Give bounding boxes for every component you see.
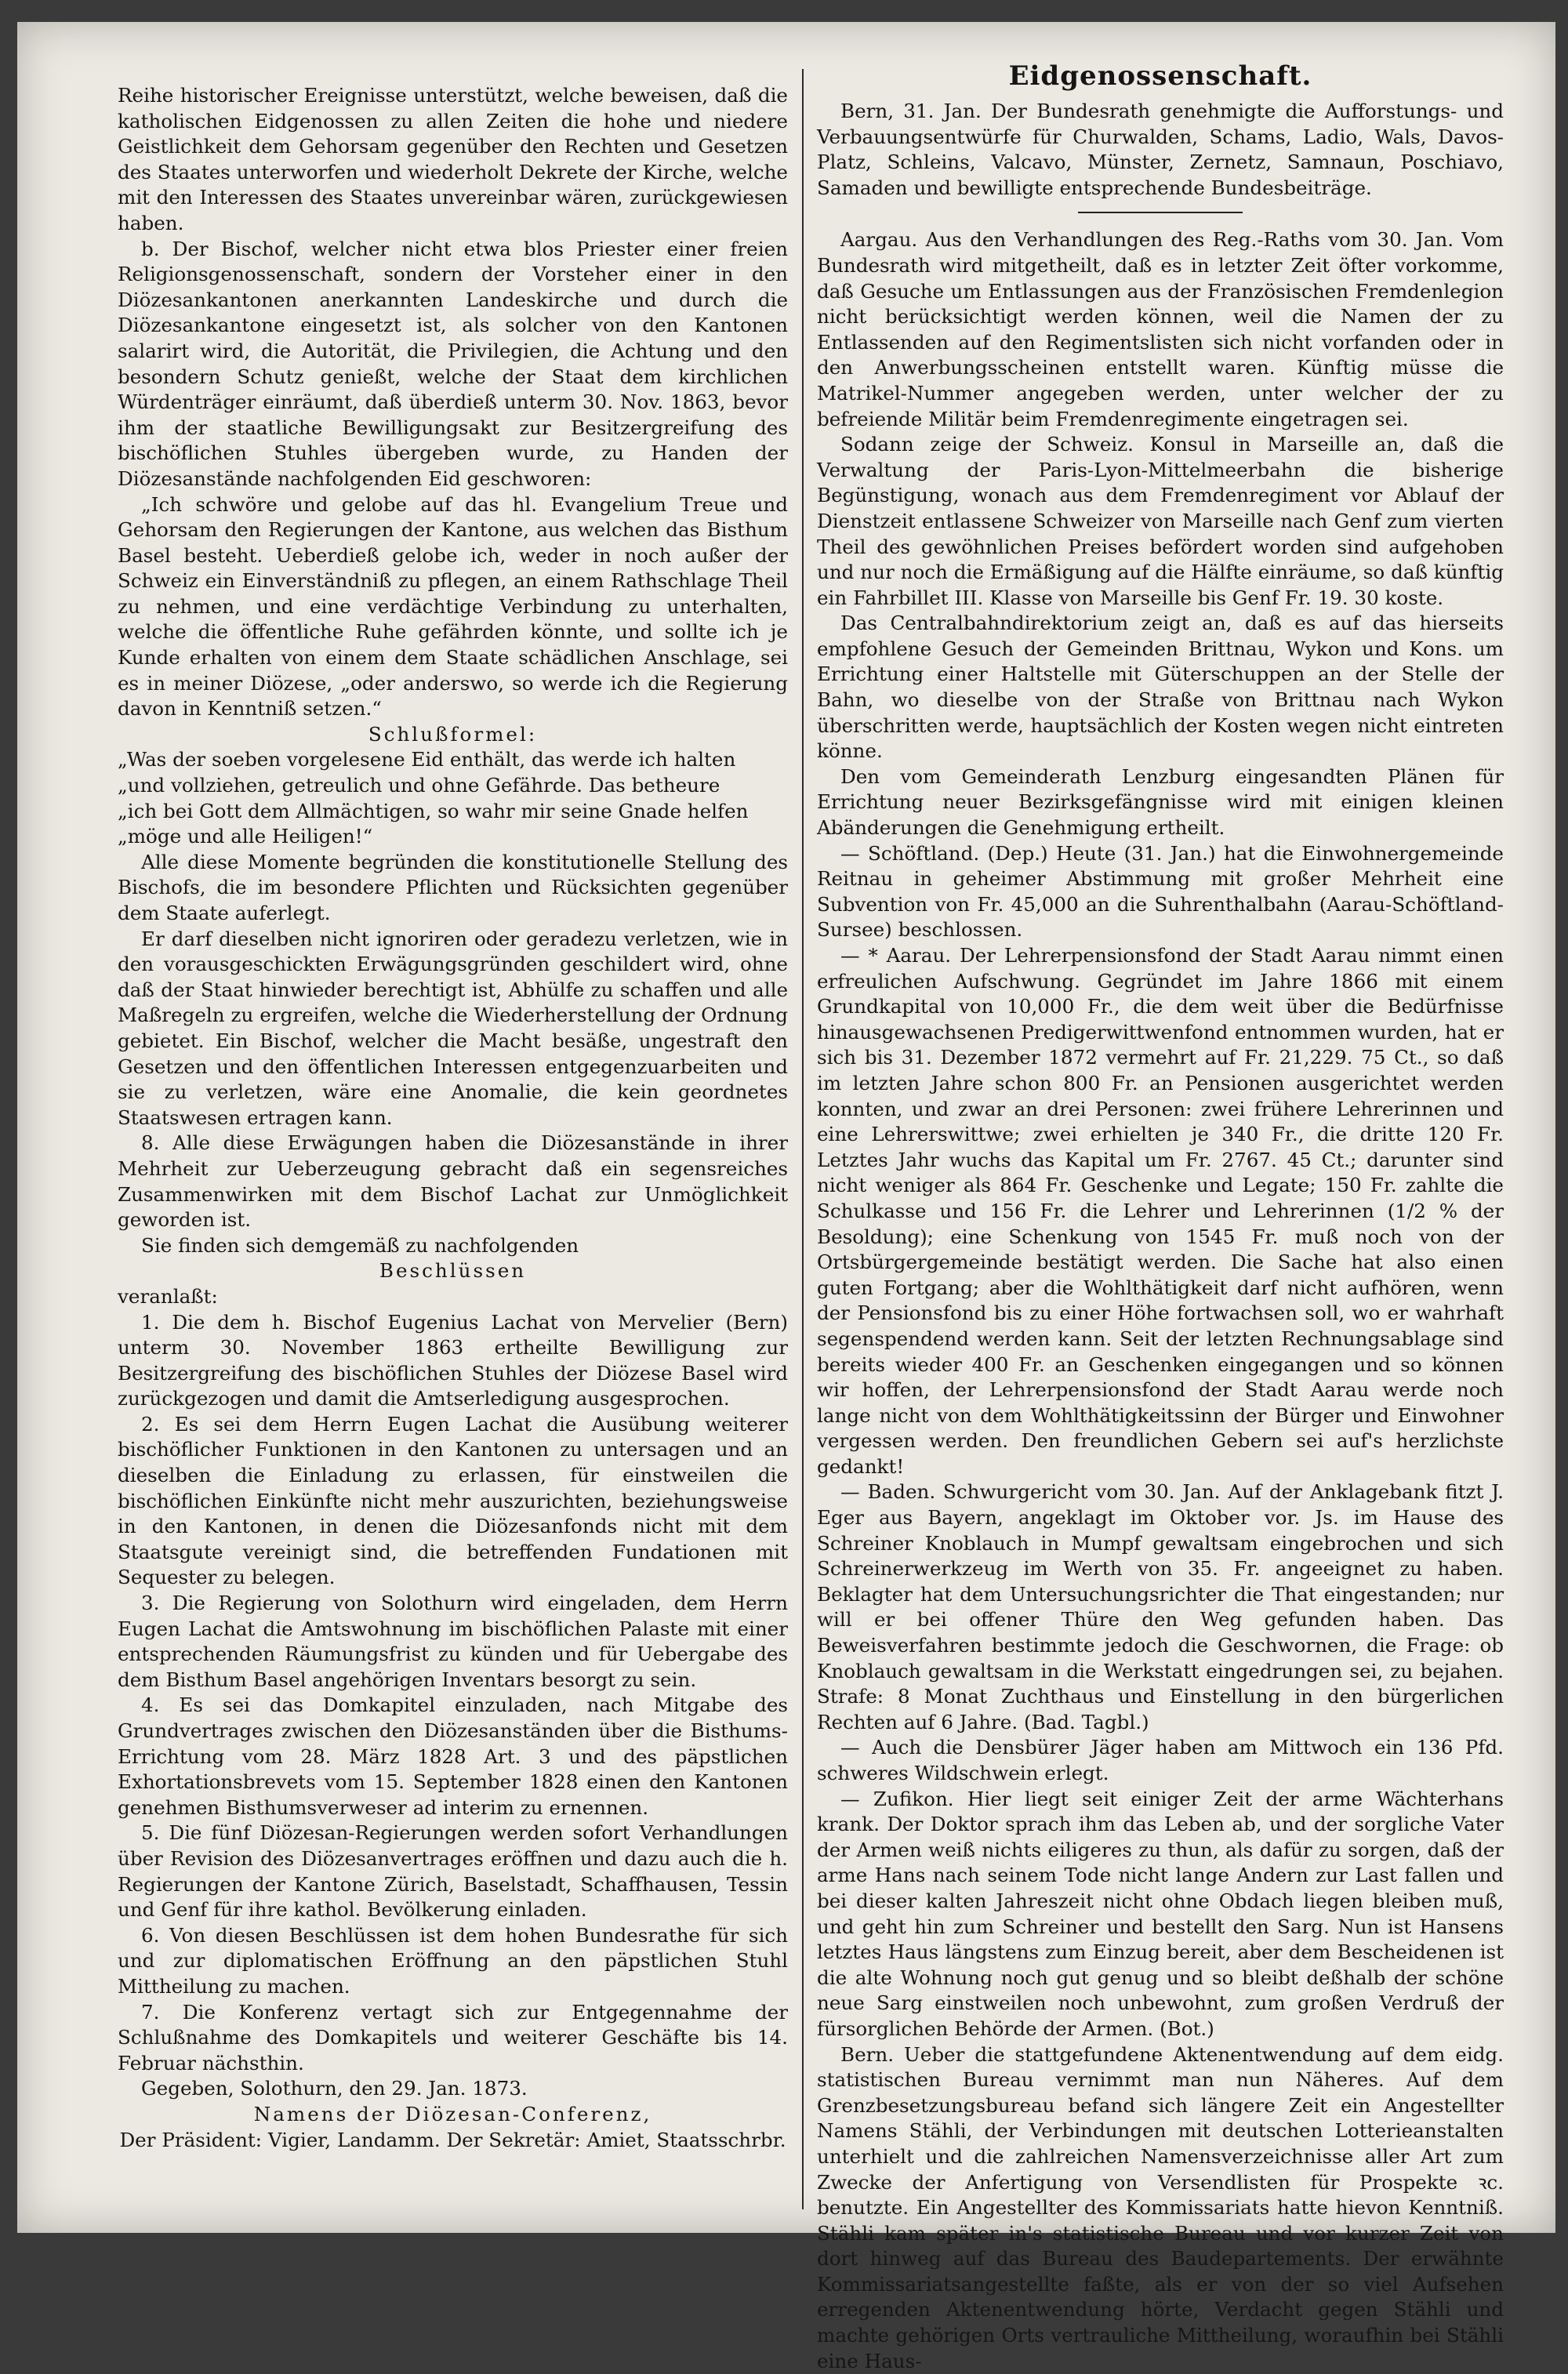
- column-divider: [802, 69, 804, 2209]
- paragraph: Er darf dieselben nicht ignoriren oder geradezu verletzen, wie in den vorausgeschickten Erwägungsgründen geschildert wird, ohne daß der Staat hinwieder berechtigt ist, Abhülfe zu schaffen und alle Maßregeln zu ergreifen, welche die Wiederherstellung der Ordnung gebietet. Ein Bischof, welcher die Macht besäße, ungestraft den Gesetzen und den öffentlichen Interessen entgegenzuarbeiten und sie zu verletzen, wäre eine Anomalie, die kein geordnetes Staatswesen ertragen kann.: [118, 927, 788, 1129]
- paragraph: Das Centralbahndirektorium zeigt an, daß es auf das hierseits empfohlene Gesuch der Gemeinden Brittnau, Wykon und Kons. um Errichtung einer Haltstelle mit Güterschuppen an der Stelle der Bahn, wo dieselbe von der Straße von Brittnau nach Wykon überschritten werde, hauptsächlich der Kosten wegen nicht eintreten könne.: [817, 612, 1504, 763]
- paragraph: Sie finden sich demgemäß zu nachfolgenden: [141, 1233, 579, 1257]
- signatures: Der Präsident: Vigier, Landamm. Der Sekretär: Amiet, Staatsschrbr.: [119, 2128, 786, 2151]
- resolution: 3. Die Regierung von Solothurn wird eingeladen, dem Herrn Eugen Lachat die Amtswohnung im bischöflichen Palaste mit einer entsprechenden Räumungsfrist zu künden und für Uebergabe des dem Bisthum Basel angehörigen Inventars besorgt zu sein.: [118, 1592, 788, 1691]
- schluss-heading: Schlußformel:: [368, 722, 538, 746]
- section-divider: [1078, 212, 1243, 213]
- paragraph: Bern. Ueber die stattgefundene Aktenentwendung auf dem eidg. statistischen Bureau vernimmt man nun Näheres. Auf dem Grenzbesetzungsbureau befand sich längere Zeit ein Angestellter Namens Stähli, der Verbindungen mit deutschen Lotterieanstalten unterhielt und die zahlreichen Namensverzeichnisse aller Art zum Zwecke der Anfertigung von Versendlisten für Prospekte ꝛc. benutzte. Ein Angestellter des Kommissariats hatte hievon Kenntniß. Stähli kam später in's statistische Bureau und vor kurzer Zeit von dort hinweg auf das Bureau des Baudepartements. Der erwähnte Kommissariatsangestellte faßte, als er von der so viel Aufsehen erregenden Aktenentwendung hörte, Verdacht gegen Stähli und machte gehörigen Orts vertrauliche Mittheilung, woraufhin bei Stähli eine Haus-: [817, 2042, 1504, 2372]
- paragraph: Sodann zeige der Schweiz. Konsul in Marseille an, daß die Verwaltung der Paris-Lyon-Mittelmeerbahn die bisherige Begünstigung, wonach aus dem Fremdenregiment vor Ablauf der Dienstzeit entlassene Schweizer von Marseille nach Genf zum vierten Theil des gewöhnlichen Preises befördert worden sind aufgehoben und nur noch die Ermäßigung auf die Hälfte einräume, so daß künftig ein Fahrbillet III. Klasse von Marseille bis Genf Fr. 19. 30 koste.: [817, 433, 1504, 609]
- resolution: 5. Die fünf Diözesan-Regierungen werden sofort Verhandlungen über Revision des Diözesanvertrages eröffnen und dazu auch die h. Regierungen der Kantone Zürich, Baselstadt, Schaffhausen, Tessin und Genf für ihre kathol. Bevölkerung einladen.: [118, 1821, 788, 1922]
- paragraph: Den vom Gemeinderath Lenzburg eingesandten Plänen für Errichtung neuer Bezirksgefängnisse wird mit einigen kleinen Abänderungen die Genehmigung ertheilt.: [817, 764, 1504, 840]
- oath-text: „Ich schwöre und gelobe auf das hl. Evangelium Treue und Gehorsam den Regierungen der Kantone, aus welchen das Bisthum Basel besteht. Ueberdieß gelobe ich, weder in noch außer der Schweiz ein Einverständniß zu pflegen, an einem Rathschlage Theil zu nehmen, und eine verdächtige Verbindung zu unterhalten, welche die öffentliche Ruhe gefährden könnte, und sollte ich je Kunde erhalten von einem dem Staate schädlichen Anschlage, sei es in meiner Diözese, „oder anderswo, so werde ich die Regierung davon in Kenntniß setzen.“: [118, 492, 788, 721]
- right-column: [817, 58, 1504, 2374]
- schluss-line: „Was der soeben vorgelesene Eid enthält, das werde ich halten: [118, 748, 736, 771]
- signatory-heading: Namens der Diözesan-Conferenz,: [253, 2102, 652, 2125]
- paragraph: Alle diese Momente begründen die konstitutionelle Stellung des Bischofs, die im besondere Pflichten und Rücksichten gegenüber dem Staate auferlegt.: [118, 850, 788, 924]
- dateline: Gegeben, Solothurn, den 29. Jan. 1873.: [141, 2077, 528, 2100]
- paragraph: — * Aarau. Der Lehrerpensionsfond der Stadt Aarau nimmt einen erfreulichen Aufschwung. Gegründet im Jahre 1866 mit einem Grundkapital von 10,000 Fr., die dem weit über die Bedürfnisse hinausgewachsenen Predigerwittwenfond entnommen wurden, hat er sich bis 31. Dezember 1872 vermehrt auf Fr. 21,229. 75 Ct., so daß im letzten Jahre schon 800 Fr. an Pensionen ausgerichtet werden konnten, und zwar an drei Personen: zwei frühere Lehrerinnen und eine Lehrerswittwe; zwei erhielten je 340 Fr., die dritte 120 Fr. Letztes Jahr wuchs das Kapital um Fr. 2767. 45 Ct.; darunter sind nicht weniger als 864 Fr. Geschenke und Legate; 150 Fr. zahlte die Schulkasse und 156 Fr. die Lehrer und Lehrerinnen (1/2 % der Besoldung); eine Schenkung von 1545 Fr. muß noch von der Ortsbürgergemeinde bestätigt werden. Die Sache hat also einen guten Fortgang; aber die Wohlthätigkeit darf nicht aufhören, wenn der Pensionsfond bis zu einer Höhe fortwachsen soll, wo er wahrhaft segenspendend werden kann. Seit der letzten Rechnungsablage sind bereits wieder 400 Fr. an Geschenken eingegangen und so können wir hoffen, der Lehrerpensionsfond der Stadt Aarau werde noch lange nicht von dem Wohlthätigkeitssinn der Bürger und Einwohner vergessen werden. Den freundlichen Gebern sei auf's herzlichste gedankt!: [817, 944, 1504, 1478]
- section-title: Eidgenossenschaft.: [1008, 60, 1312, 92]
- resolution: 2. Es sei dem Herrn Eugen Lachat die Ausübung weiterer bischöflicher Funktionen in den Kantonen zu untersagen und an dieselben die Einladung zu erlassen, für einstweilen die bischöflichen Einkünfte nicht mehr auszurichten, beziehungsweise in den Kantonen, in denen die Diözesanfonds nicht mit dem Staatsgute vereinigt sind, die betreffenden Fundationen mit Sequester zu belegen.: [118, 1412, 788, 1589]
- resolution: 1. Die dem h. Bischof Eugenius Lachat von Mervelier (Bern) unterm 30. November 1863 ertheilte Bewilligung zur Besitzergreifung des bischöflichen Stuhles der Diözese Basel wird zurückgezogen und damit die Amtserledigung ausgesprochen.: [118, 1310, 788, 1410]
- paragraph: Reihe historischer Ereignisse unterstützt, welche beweisen, daß die katholischen Eidgenossen zu allen Zeiten die hohe und niedere Geistlichkeit dem Gehorsam gegenüber den Rechten und Gesetzen des Staates unterworfen und wiederholt Dekrete der Kirche, welche mit den Interessen des Staates unvereinbar wären, zurückgewiesen haben.: [118, 84, 788, 234]
- paragraph: — Baden. Schwurgericht vom 30. Jan. Auf der Anklagebank fitzt J. Eger aus Bayern, angeklagt im Oktober vor. Js. im Hause des Schreiner Knoblauch in Mumpf gewaltsam eingebrochen und sich Schreinerwerkzeug im Werth von 35. Fr. angeeignet zu haben. Beklagter hat dem Untersuchungsrichter die That eingestanden; nur will er bei offener Thüre den Weg gefunden haben. Das Beweisverfahren bestimmte jedoch die Geschwornen, die Frage: ob Knoblauch gewaltsam in die Werkstatt eingedrungen sei, zu bejahen. Strafe: 8 Monat Zuchthaus und Einstellung in den bürgerlichen Rechten auf 6 Jahre. (Bad. Tagbl.): [817, 1480, 1504, 1733]
- lead-paragraph: Bern, 31. Jan. Der Bundesrath genehmigte die Aufforstungs- und Verbauungsentwürfe für Churwalden, Schams, Ladio, Wals, Davos-Platz, Schleins, Valcavo, Münster, Zernetz, Samnaun, Poschiavo, Samaden und bewilligte entsprechende Bundesbeiträge.: [817, 100, 1504, 199]
- paragraph: Aargau. Aus den Verhandlungen des Reg.-Raths vom 30. Jan. Vom Bundesrath wird mitgetheilt, daß es in letzter Zeit öfter vorkomme, daß Gesuche um Entlassungen aus der Französischen Fremdenlegion nicht berücksichtigt werden können, weil die Namen der zu Entlassenden auf den Regimentslisten sich nicht vorfanden oder in den Anwerbungsscheinen entstellt waren. Künftig müsse die Matrikel-Nummer angegeben werden, unter welcher der zu befreiende Militär beim Fremdenregimente eingetragen sei.: [817, 228, 1504, 430]
- schluss-line: „ich bei Gott dem Allmächtigen, so wahr mir seine Gnade helfen: [118, 799, 749, 822]
- veranlasst-label: veranlaßt:: [118, 1284, 218, 1308]
- paragraph: b. Der Bischof, welcher nicht etwa blos Priester einer freien Religionsgenossenschaft, sondern der Vorsteher einer in den Diözesankantonen anerkannten Landeskirche und durch die Diözesankantone eingesetzt ist, als solcher von den Kantonen salarirt wird, die Autorität, die Privilegien, die Achtung und den besondern Schutz genießt, welche der Staat dem kirchlichen Würdenträger einräumt, daß überdieß unterm 30. Nov. 1863, bevor ihm der staatliche Bewilligungsakt zur Besitzergreifung des bischöflichen Stuhles übergeben wurde, zu Handen der Diözesanstände nachfolgenden Eid geschworen:: [118, 237, 788, 490]
- paragraph: 8. Alle diese Erwägungen haben die Diözesanstände in ihrer Mehrheit zur Ueberzeugung gebracht daß ein segensreiches Zusammenwirken mit dem Bischof Lachat zur Unmöglichkeit geworden ist.: [118, 1131, 788, 1232]
- resolution: 6. Von diesen Beschlüssen ist dem hohen Bundesrathe für sich und zur diplomatischen Eröffnung an den päpstlichen Stuhl Mittheilung zu machen.: [118, 1923, 788, 1998]
- paragraph: — Zufikon. Hier liegt seit einiger Zeit der arme Wächterhans krank. Der Doktor sprach ihm das Leben ab, und der sorgliche Vater der Armen weiß nichts eiligeres zu thun, als dafür zu sorgen, daß der arme Hans nach seinem Tode nicht lange Andern zur Last fallen und bei dieser kalten Jahreszeit nicht ohne Obdach liegen bleiben muß, und geht hin zum Schreiner und bestellt den Sarg. Nun ist Hansens letztes Haus längstens zum Einzug bereit, aber dem Bescheidenen ist die alte Wohnung noch gut genug und so bleibt deßhalb der schöne neue Sarg einstweilen noch unbewohnt, zum großen Verdruß der fürsorglichen Behörde der Armen. (Bot.): [817, 1787, 1504, 2040]
- beschluss-heading: Beschlüssen: [379, 1259, 527, 1283]
- resolution: 4. Es sei das Domkapitel einzuladen, nach Mitgabe des Grundvertrages zwischen den Diözesanständen über die Bisthums-Errichtung vom 28. März 1828 Art. 3 und des päpstlichen Exhortationsbrevets vom 15. September 1828 einen den Kantonen genehmen Bisthumsverweser ad interim zu ernennen.: [118, 1693, 788, 1819]
- schluss-line: „und vollziehen, getreulich und ohne Gefährde. Das betheure: [118, 774, 720, 797]
- paragraph: — Schöftland. (Dep.) Heute (31. Jan.) hat die Einwohnergemeinde Reitnau in geheimer Abstimmung mit großer Mehrheit eine Subvention von Fr. 45,000 an die Suhrenthalbahn (Aarau-Schöftland-Sursee) beschlossen.: [817, 841, 1504, 942]
- schluss-line: „möge und alle Heiligen!“: [118, 825, 373, 848]
- newspaper-page: [17, 22, 1555, 2372]
- resolution: 7. Die Konferenz vertagt sich zur Entgegennahme der Schlußnahme des Domkapitels und weiterer Geschäfte bis 14. Februar nächsthin.: [118, 2000, 788, 2075]
- paragraph: — Auch die Densbürer Jäger haben am Mittwoch ein 136 Pfd. schweres Wildschwein erlegt.: [817, 1736, 1504, 1784]
- left-column: [118, 83, 788, 2153]
